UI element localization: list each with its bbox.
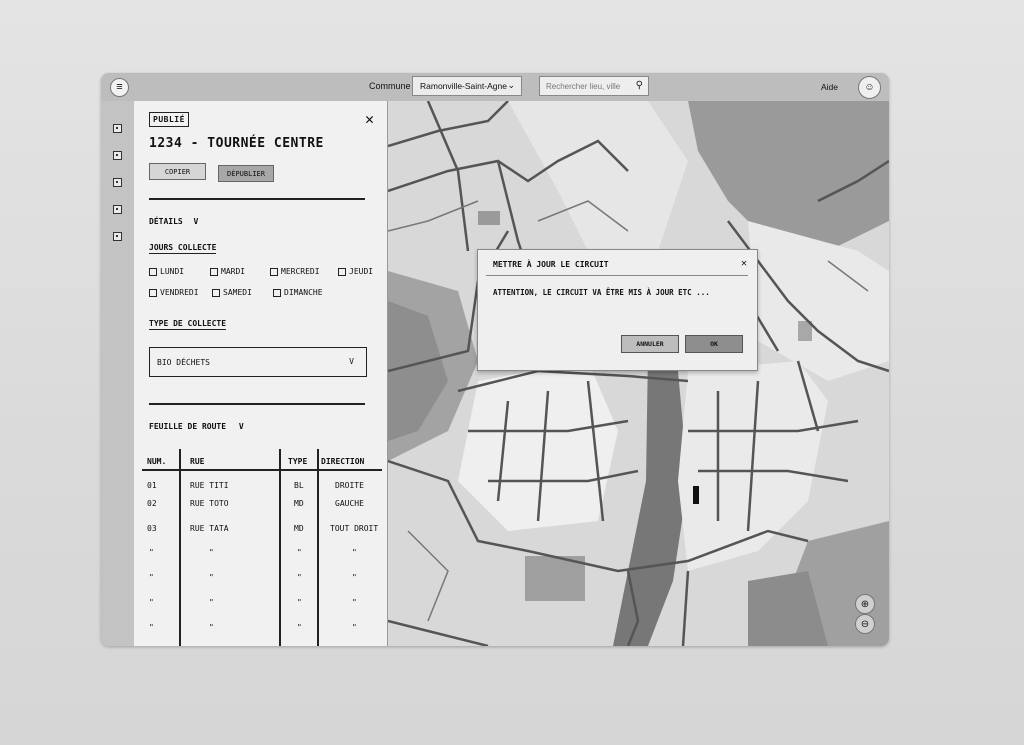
table-cell: " — [352, 548, 357, 557]
table-cell: RUE TOTO — [190, 499, 229, 508]
checkbox-box[interactable] — [212, 289, 220, 297]
table-cell: 01 — [147, 481, 157, 490]
top-bar — [101, 73, 889, 102]
left-rail — [101, 101, 135, 646]
dialog-title: METTRE À JOUR LE CIRCUIT — [493, 260, 609, 269]
table-cell: RUE TATA — [190, 524, 229, 533]
close-icon[interactable]: ✕ — [365, 110, 375, 128]
day-checkbox-monday[interactable] — [149, 267, 184, 276]
zoom-in-icon: ⊕ — [860, 598, 870, 610]
rail-item-2-icon[interactable] — [113, 151, 122, 160]
help-link[interactable]: Aide — [821, 82, 839, 92]
update-circuit-dialog — [477, 249, 758, 371]
cancel-button[interactable]: ANNULER — [621, 335, 679, 353]
user-avatar-button[interactable] — [858, 76, 881, 99]
day-label: VENDREDI — [160, 288, 199, 297]
collect-type-section-label — [149, 319, 226, 328]
search-input[interactable] — [539, 76, 649, 96]
dialog-message: ATTENTION, LE CIRCUIT VA ÊTRE MIS À JOUR ETC ... — [493, 288, 710, 297]
search-placeholder: Rechercher lieu, ville — [546, 82, 621, 91]
collect-type-value: BIO DÉCHETS — [157, 357, 210, 367]
table-cell: 03 — [147, 524, 157, 533]
table-cell: GAUCHE — [335, 499, 364, 508]
user-icon: ☺ — [864, 82, 875, 93]
zoom-out-button[interactable] — [855, 614, 875, 634]
commune-select[interactable] — [412, 76, 522, 96]
unpublish-button[interactable]: DÉPUBLIER — [218, 165, 274, 182]
table-header-direction: DIRECTION — [321, 457, 365, 466]
table-cell: " — [149, 598, 154, 607]
route-panel — [134, 101, 388, 646]
map-canvas[interactable] — [388, 101, 889, 646]
checkbox-box[interactable] — [270, 268, 278, 276]
checkbox-box[interactable] — [149, 289, 157, 297]
table-cell: " — [352, 598, 357, 607]
table-cell: " — [209, 548, 214, 557]
table-cell: MD — [294, 499, 304, 508]
close-icon[interactable]: ✕ — [741, 258, 748, 269]
table-cell: " — [297, 623, 302, 632]
table-cell: MD — [294, 524, 304, 533]
menu-button[interactable] — [110, 78, 129, 97]
table-cell: " — [297, 548, 302, 557]
chevron-down-icon: V — [238, 422, 244, 431]
day-label: DIMANCHE — [284, 288, 323, 297]
rail-item-1-icon[interactable] — [113, 124, 122, 133]
day-label: MARDI — [221, 267, 246, 276]
roadmap-label: FEUILLE DE ROUTE — [149, 422, 227, 431]
table-cell: TOUT DROIT — [330, 524, 379, 533]
status-badge: PUBLIÉ — [149, 112, 189, 127]
table-header-num: NUM. — [147, 457, 167, 466]
day-checkbox-friday[interactable] — [149, 288, 199, 297]
divider — [149, 198, 365, 200]
table-cell: RUE TITI — [190, 481, 229, 490]
day-checkbox-sunday[interactable] — [273, 288, 323, 297]
collect-type-label: TYPE DE COLLECTE — [149, 319, 227, 328]
day-label: LUNDI — [160, 267, 185, 276]
table-header-type: TYPE — [288, 457, 308, 466]
table-header-rule — [142, 469, 382, 471]
app-window — [101, 73, 889, 646]
copy-button[interactable]: COPIER — [149, 163, 206, 180]
checkbox-box[interactable] — [273, 289, 281, 297]
days-label: JOURS COLLECTE — [149, 243, 217, 252]
day-checkbox-thursday[interactable] — [338, 267, 373, 276]
table-cell: 02 — [147, 499, 157, 508]
table-cell: BL — [294, 481, 304, 490]
day-label: SAMEDI — [223, 288, 252, 297]
roadmap-toggle[interactable] — [149, 422, 244, 431]
table-cell: " — [209, 623, 214, 632]
map-view[interactable] — [388, 101, 889, 646]
hamburger-icon: ≡ — [116, 81, 123, 93]
details-toggle[interactable] — [149, 217, 198, 226]
table-cell: DROITE — [335, 481, 364, 490]
chevron-down-icon: V — [193, 217, 199, 226]
search-icon[interactable]: ⚲ — [635, 80, 643, 91]
table-cell: " — [352, 623, 357, 632]
checkbox-box[interactable] — [338, 268, 346, 276]
table-cell: " — [297, 573, 302, 582]
day-checkbox-tuesday[interactable] — [210, 267, 245, 276]
checkbox-box[interactable] — [210, 268, 218, 276]
table-column-divider — [279, 449, 281, 646]
zoom-out-icon: ⊖ — [860, 618, 870, 630]
rail-item-3-icon[interactable] — [113, 178, 122, 187]
table-cell: " — [297, 598, 302, 607]
day-label: JEUDI — [349, 267, 374, 276]
checkbox-box[interactable] — [149, 268, 157, 276]
page-title: 1234 - TOURNÉE CENTRE — [149, 136, 324, 151]
table-cell: " — [149, 573, 154, 582]
commune-label: Commune — [369, 81, 411, 91]
table-column-divider — [179, 449, 181, 646]
divider — [149, 403, 365, 405]
day-checkbox-saturday[interactable] — [212, 288, 252, 297]
details-label: DÉTAILS — [149, 217, 183, 226]
dialog-divider — [486, 275, 748, 276]
collect-type-select[interactable] — [149, 347, 367, 377]
day-checkbox-wednesday[interactable] — [270, 267, 320, 276]
chevron-down-icon: V — [349, 357, 354, 366]
table-cell: " — [149, 623, 154, 632]
ok-button[interactable]: OK — [685, 335, 743, 353]
days-section-label — [149, 243, 216, 252]
commune-value: Ramonville-Saint-Agne — [420, 81, 507, 91]
table-cell: " — [352, 573, 357, 582]
table-cell: " — [149, 548, 154, 557]
rail-item-5-icon[interactable] — [113, 232, 122, 241]
table-cell: " — [209, 598, 214, 607]
day-label: MERCREDI — [281, 267, 320, 276]
table-column-divider — [317, 449, 319, 646]
rail-item-4-icon[interactable] — [113, 205, 122, 214]
chevron-down-icon: ⌄ — [507, 80, 515, 90]
table-cell: " — [209, 573, 214, 582]
table-header-street: RUE — [190, 457, 205, 466]
zoom-in-button[interactable] — [855, 594, 875, 614]
